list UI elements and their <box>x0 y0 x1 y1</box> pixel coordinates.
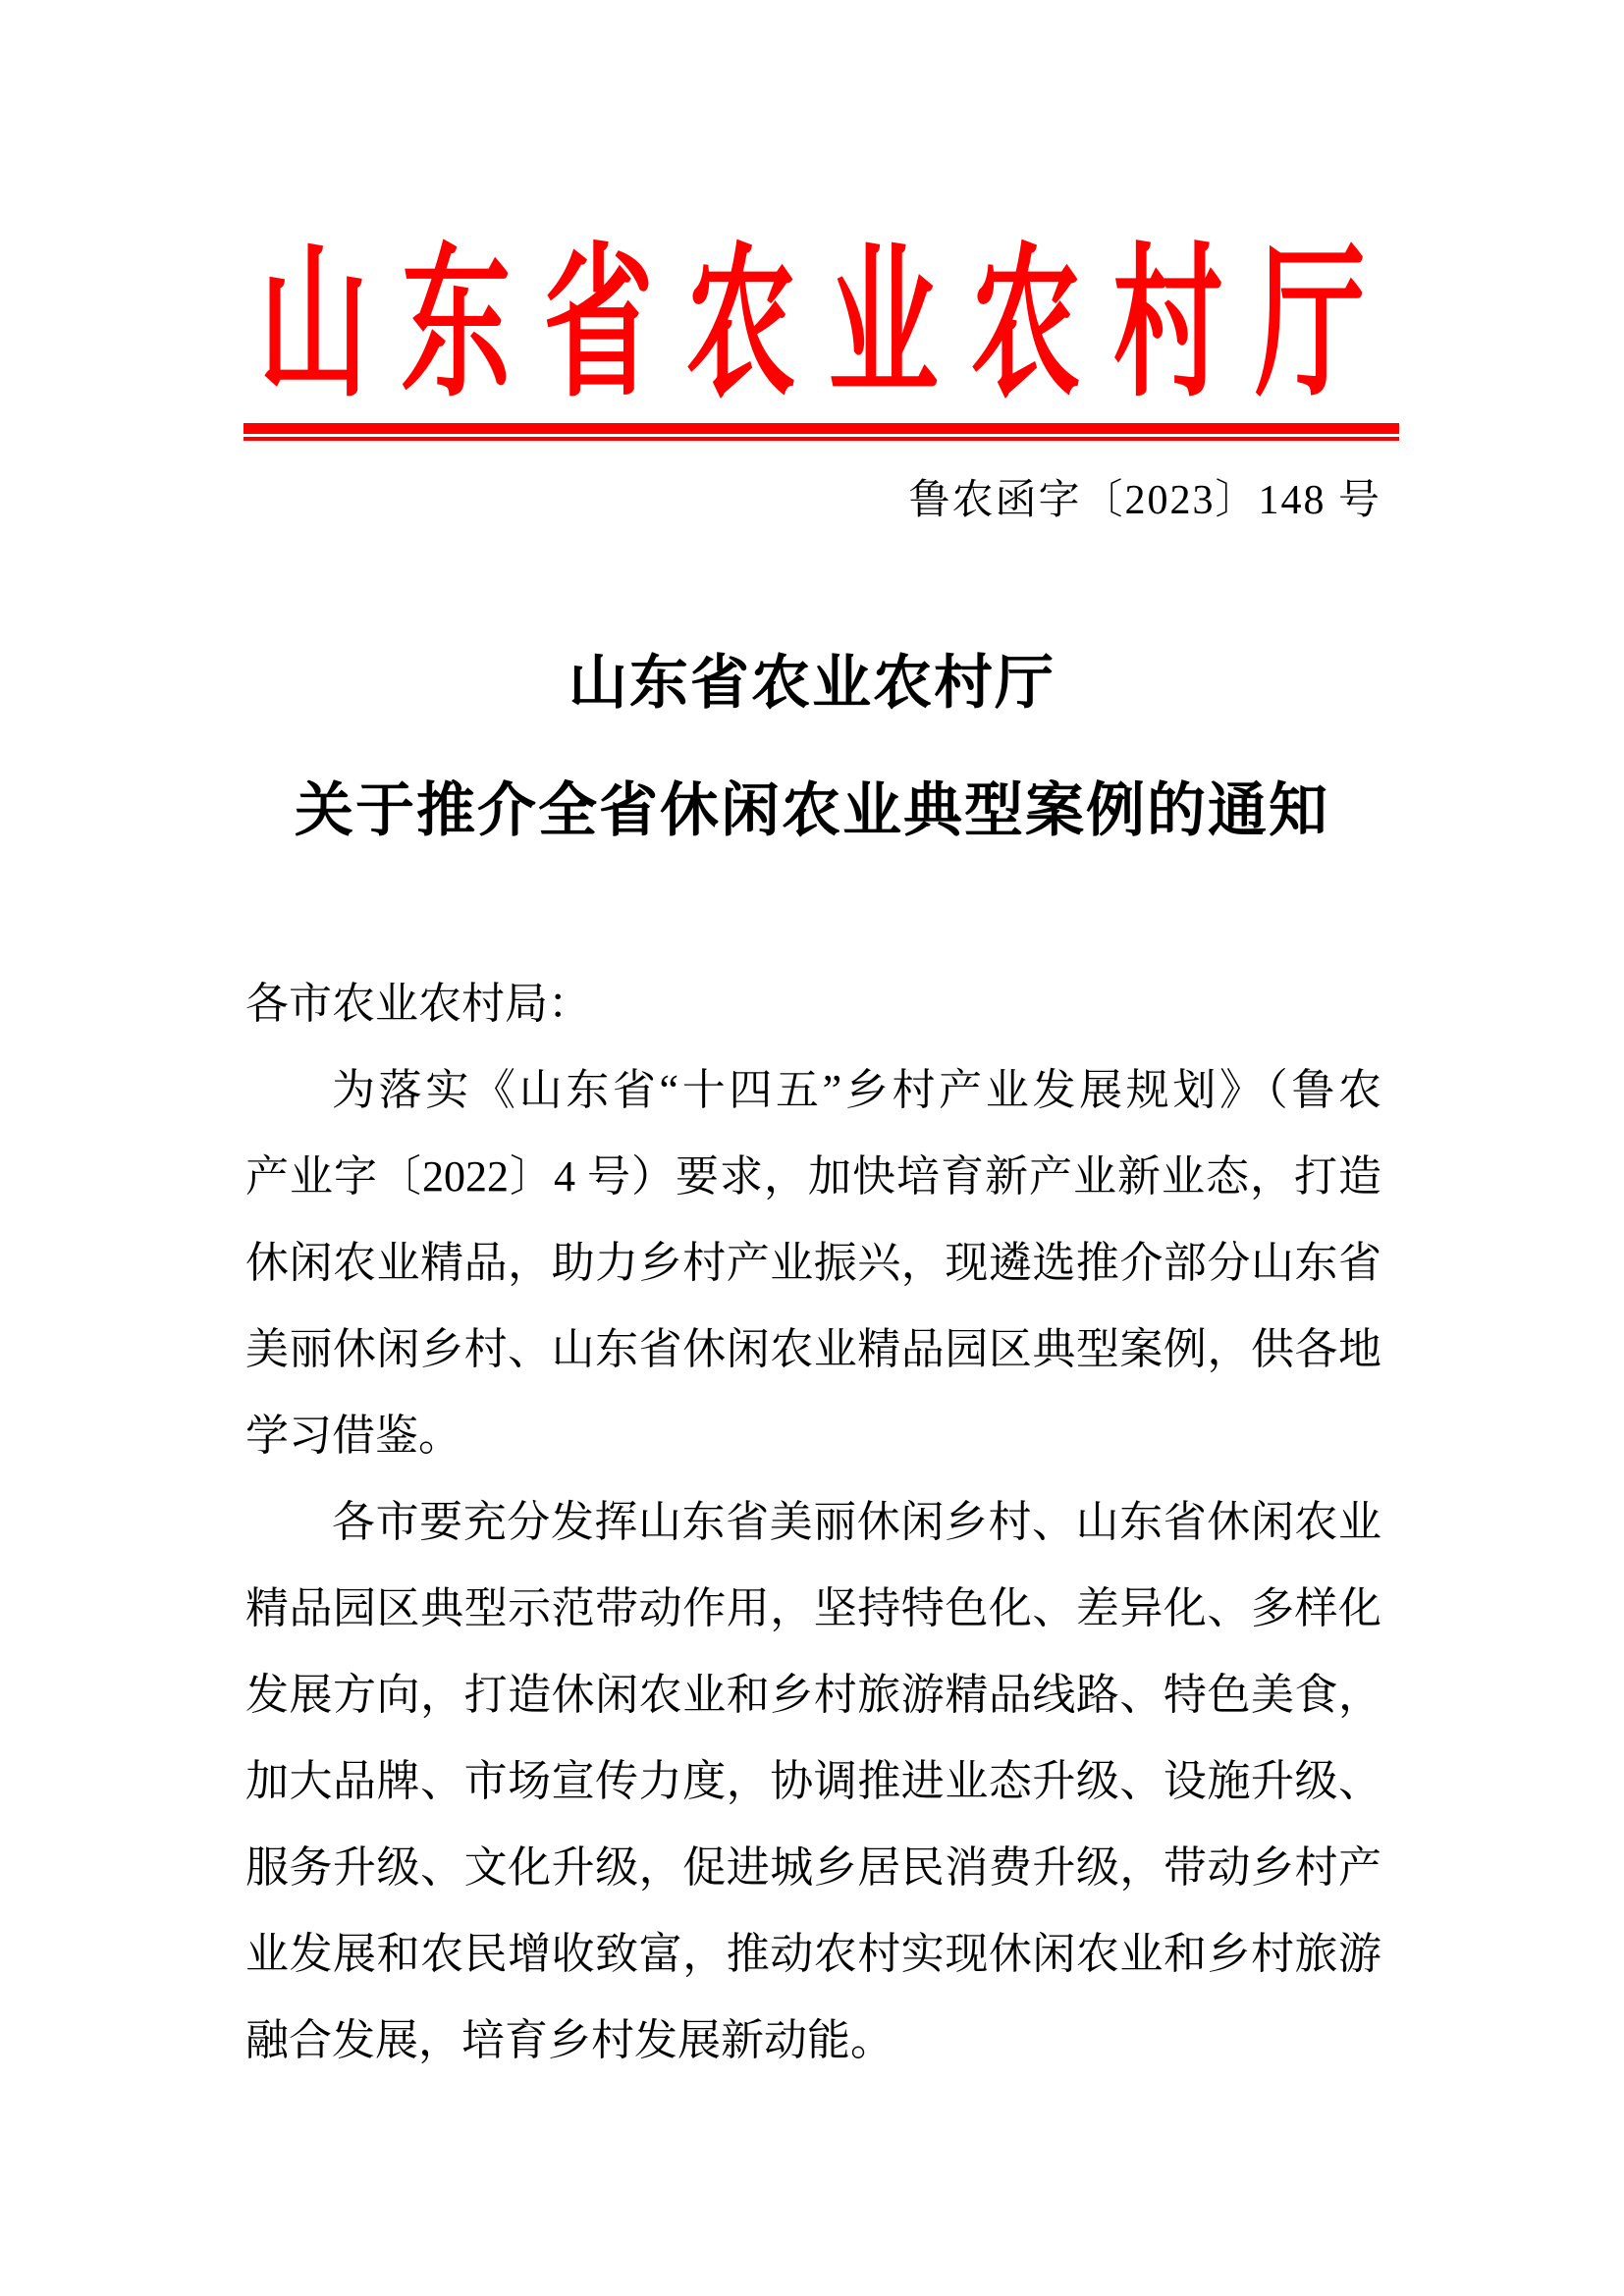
document-body <box>245 961 1381 2084</box>
document-title-line1: 山东省农业农村厅 <box>568 651 1056 716</box>
agency-masthead: 山东省农业农村厅 <box>258 235 1398 417</box>
body-line: 发展方向，打造休闲农业和乡村旅游精品线路、特色美食， <box>245 1671 1381 1719</box>
body-line: 服务升级、文化升级，促进城乡居民消费升级，带动乡村产 <box>245 1843 1381 1892</box>
body-line: 美丽休闲乡村、山东省休闲农业精品园区典型案例，供各地 <box>245 1325 1381 1373</box>
red-separator <box>244 423 1399 441</box>
body-line: 学习借鉴。 <box>245 1412 461 1460</box>
salutation-line: 各市农业农村局： <box>245 980 591 1028</box>
body-line: 为落实《山东省“十四五”乡村产业发展规划》（鲁农 <box>332 1066 1381 1114</box>
document-title <box>0 619 1624 875</box>
body-line: 各市要充分发挥山东省美丽休闲乡村、山东省休闲农业 <box>332 1498 1381 1546</box>
body-line: 加大品牌、市场宣传力度，协调推进业态升级、设施升级、 <box>245 1757 1381 1805</box>
red-separator-thick-bar <box>244 423 1399 434</box>
body-line: 精品园区典型示范带动作用，坚持特色化、差异化、多样化 <box>245 1584 1381 1632</box>
red-separator-thin-bar <box>244 437 1399 441</box>
doc-number: 鲁农函字〔2023〕148 号 <box>908 478 1381 523</box>
body-line: 业发展和农民增收致富，推动农村实现休闲农业和乡村旅游 <box>245 1930 1381 1978</box>
document-title-line2: 关于推介全省休闲农业典型案例的通知 <box>295 778 1329 843</box>
body-line: 产业字〔2022〕4 号）要求，加快培育新产业新业态，打造 <box>245 1152 1381 1201</box>
body-line: 融合发展，培育乡村发展新动能。 <box>245 2016 893 2064</box>
body-line: 休闲农业精品，助力乡村产业振兴，现遴选推介部分山东省 <box>245 1239 1381 1287</box>
